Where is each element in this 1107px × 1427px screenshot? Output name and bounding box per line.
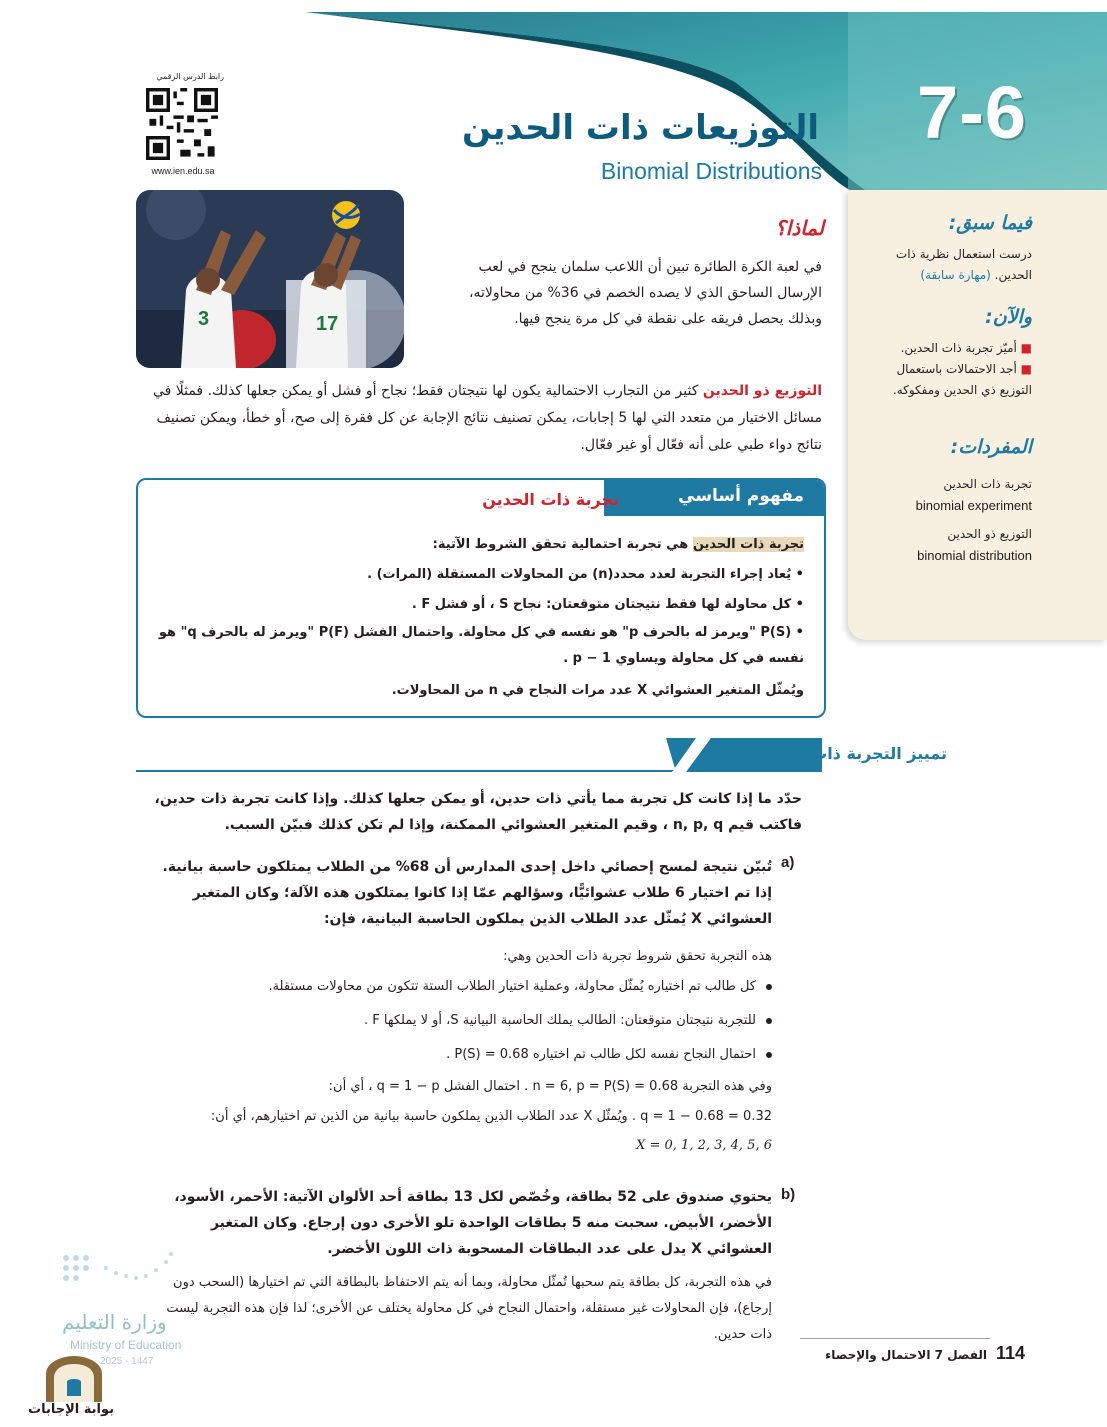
concept-lead-rest: هي تجربة احتمالية تحقق الشروط الآتية: <box>432 537 689 552</box>
bullet-icon: ■ <box>1016 341 1032 355</box>
concept-lead <box>154 530 804 560</box>
qr-url: www.ien.edu.sa <box>151 166 215 176</box>
concept-closing: ويُمثّل المتغير العشوائي X عدد مرات النجاح في n من المحاولات. <box>391 683 804 698</box>
bullet-icon: ■ <box>1016 362 1032 376</box>
why-text: في لعبة الكرة الطائرة تبين أن اللاعب سلمان ينجح في لعب الإرسال الساحق الذي لا يصده الخصم في 36% من محاولاته، وبذلك يحصل فريقه على نقطة في كل مرة ينجح فيها. <box>468 259 822 327</box>
now-item: ■ أميّز تجربة ذات الحدين. <box>900 341 1032 355</box>
bullet-dot-icon <box>766 1052 772 1058</box>
answers-portal-name: بوابة الإجابات <box>28 1402 114 1417</box>
vocab-term-en: binomial experiment <box>915 498 1032 513</box>
why-heading: لماذا؟ <box>775 216 824 240</box>
part-a-sol-lead: هذه التجربة تحقق شروط تجربة ذات الحدين وهي: <box>503 949 772 964</box>
ministry-name-ar: وزارة التعليم <box>62 1310 167 1334</box>
prior-skill-tag: (مهارة سابقة) <box>920 268 991 282</box>
intro-text: كثير من التجارب الاحتمالية يكون لها نتيجتان فقط؛ نجاح أو فشل أو يمكن جعلها كذلك. فمثلًا في مسائل الاختيار من متعدد التي لها 5 إجابات، يمكن تصنيف نتائج الإجابة عن كل فقرة إلى صح، أو خطأ، ويمكن تصنيف نتائج دواء طبي على أنه فعّال أو غير فعّال. <box>152 383 822 453</box>
intro-term: التوزيع ذو الحدين <box>702 383 822 399</box>
volleyball-photo <box>136 190 404 368</box>
concept-item: • P(S) "ويرمز له بالحرف p" هو نفسه في كل محاولة. واحتمال الفشل P(F) "ويرمز له بالحرف q" هو نفسه في كل محاولة ويساوي p − 1 . <box>158 625 804 666</box>
bullet-dot-icon <box>766 1018 772 1024</box>
key-concept-name: تجربة ذات الحدين <box>482 490 619 509</box>
example-intro: حدّد ما إذا كانت كل تجربة مما يأتي ذات حدين، أو يمكن جعلها كذلك. وإذا كانت تجربة ذات حدين، فاكتب قيم n, p, q ، وقيم المتغير العشوائي الممكنة، وإذا لم تكن كذلك فبيّن السبب. <box>154 791 802 833</box>
part-a-line1: وفي هذه التجربة n = 6, p = P(S) = 0.68 . احتمال الفشل q = 1 − p ، أي أن: <box>328 1079 772 1094</box>
lesson-title-ar: التوزيعات ذات الحدين <box>462 108 819 148</box>
part-a-question: تُبيّن نتيجة لمسح إحصائي داخل إحدى المدارس أن 68% من الطلاب يمتلكون حاسبة بيانية. إذا تم اختيار 6 طلاب عشوائيًّا، وسؤالهم عمّا إذا كانوا يمتلكون هذه الآلة؛ وكان المتغير العشوائي X يُمثّل عدد الطلاب الذين يملكون الحاسبة البيانية، فإن: <box>162 859 772 927</box>
prior-heading: فيما سبق: <box>948 212 1032 234</box>
vocab-term-en: binomial distribution <box>917 548 1032 563</box>
key-concept-label: مفهوم أساسي <box>678 486 804 506</box>
prior-text-body: درست استعمال نظرية ذات الحدين. <box>895 247 1032 282</box>
part-a-letter: a) <box>781 854 795 871</box>
example-name: تمييز التجربة ذات الحدين <box>752 744 947 763</box>
qr-caption: رابط الدرس الرقمي <box>156 72 224 81</box>
page-number: 114 <box>996 1343 1026 1363</box>
prior-text <box>872 244 1032 286</box>
example-label: مثال 1 <box>1013 743 1062 763</box>
svg-text:17: 17 <box>316 313 339 335</box>
part-a-bullet: كل طالب تم اختياره يُمثّل محاولة، وعملية اختيار الطلاب الستة تتكون من محاولات مستقلة. <box>142 970 772 1004</box>
part-a-bullet: احتمال النجاح نفسه لكل طالب تم اختياره P(S) = 0.68 . <box>142 1038 772 1072</box>
concept-item: • كل محاولة لها فقط نتيجتان متوقعتان: نجاح S ، أو فشل F . <box>411 597 804 612</box>
part-a-values: X = 0, 1, 2, 3, 4, 5, 6 <box>636 1138 772 1153</box>
ministry-year: 2025 - 1447 <box>100 1356 154 1367</box>
part-b-letter: b) <box>781 1186 796 1203</box>
bullet-dot-icon <box>766 984 772 990</box>
lesson-title-en: Binomial Distributions <box>600 158 822 184</box>
footer-divider <box>800 1338 990 1339</box>
lesson-number: 7-6 <box>917 71 1027 154</box>
vocab-term-ar: التوزيع ذو الحدين <box>947 527 1032 541</box>
ministry-name-en: Ministry of Education <box>70 1338 182 1352</box>
intro-paragraph <box>142 378 822 459</box>
vocab-term-ar: تجربة ذات الحدين <box>943 477 1032 491</box>
footer-chapter: الفصل 7 الاحتمال والإحصاء <box>825 1348 987 1362</box>
vocab-heading: المفردات: <box>950 436 1032 458</box>
part-b-question: يحتوي صندوق على 52 بطاقة، وخُصّص لكل 13 بطاقة أحد الألوان الآتية: الأحمر، الأسود، الأخضر، الأبيض. سحبت منه 5 بطاقات الواحدة تلو الأخرى دون إرجاع. وكان المتغير العشوائي X يدل على عدد البطاقات المسحوبة ذات اللون الأخضر. <box>174 1189 772 1257</box>
concept-item: • يُعاد إجراء التجربة لعدد محدد(n) من المحاولات المستقلة (المرات) . <box>367 567 804 582</box>
part-a-solution <box>142 944 772 1160</box>
part-a-line2: q = 1 − 0.68 = 0.32 . ويُمثّل X عدد الطلاب الذين يملكون حاسبة بيانية من الذين تم اختيارهم، أي أن: <box>210 1109 772 1124</box>
concept-lead-term: تجربة ذات الحدين <box>692 537 804 552</box>
part-b-solution: في هذه التجربة، كل بطاقة يتم سحبها تُمثّل محاولة، وبما أنه يتم الاحتفاظ بالبطاقة التي تم اختيارها (السحب دون إرجاع)، فإن المحاولات غير مستقلة، واحتمال النجاح في كل محاولة يختلف عن الأخرى؛ لذا فإن هذه التجربة ليست ذات حدين. <box>166 1275 772 1342</box>
now-heading: والآن: <box>985 306 1032 328</box>
key-concept-box <box>136 478 826 718</box>
svg-text:3: 3 <box>198 308 210 330</box>
example-bar <box>136 738 822 772</box>
now-item: ■ أجد الاحتمالات باستعمال التوزيع ذي الحدين ومفكوكه. <box>892 362 1032 397</box>
qr-code-icon[interactable] <box>146 88 218 160</box>
part-a-bullet: للتجربة نتيجتان متوقعتان: الطالب يملك الحاسبة البيانية S، أو لا يملكها F . <box>142 1004 772 1038</box>
key-concept-body <box>154 530 804 706</box>
now-list <box>867 338 1032 401</box>
